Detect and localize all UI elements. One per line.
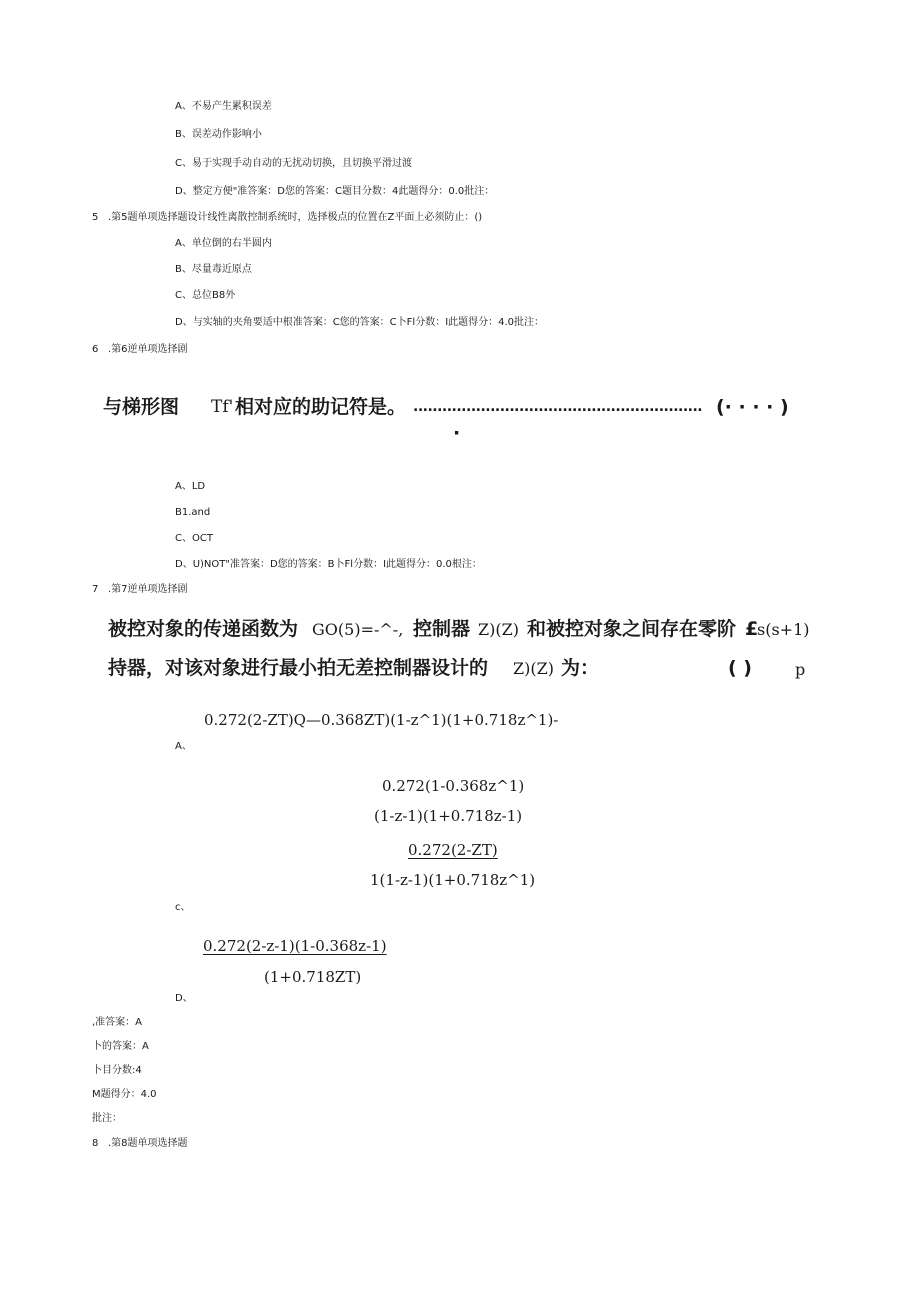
q6-question-paren: (· · · · ) — [716, 396, 789, 418]
q7-option-c-numerator: 0.272(2-ZT) — [408, 841, 498, 859]
q7-remark: 批注： — [92, 1113, 122, 1124]
q7-option-a-expr: 0.272(2-ZT)Q—0.368ZT)(1-z^1)(1+0.718z^1)- — [204, 711, 559, 729]
q7-your-answer: 卜的答案：A — [92, 1041, 149, 1052]
q4-option-a: A、不易产生累积误差 — [175, 101, 272, 112]
q4-option-b: B、误差动作影响小 — [175, 129, 262, 140]
q4-option-c: C、易于实现手动自动的无扰动切换，且切换平滑过渡 — [175, 158, 412, 169]
q7-line1-math2: Z)(Z) — [478, 620, 519, 639]
q7-option-d-denominator: (1+0.718ZT) — [264, 968, 362, 986]
q6-question-part2: 相对应的助记符是。 — [235, 396, 407, 418]
q7-option-a-label: A、 — [175, 741, 192, 752]
q5-stem: .第5题单项选择题设计线性离散控制系统时，选择极点的位置在Z平面上必须防止：() — [108, 212, 483, 223]
q7-option-c-denominator: 1(1-z-1)(1+0.718z^1) — [370, 871, 536, 889]
q5-option-b: B、尽量毒近原点 — [175, 264, 252, 275]
q7-earned-score: M题得分：4.0 — [92, 1089, 157, 1100]
q4-option-d-result: D、整定方便"准答案：D您的答案：C题目分数：4此题得分：0.0批注： — [175, 186, 495, 197]
q6-question-part1: 与梯形图 — [103, 396, 180, 418]
q5-option-c: C、总位B8外 — [175, 290, 236, 301]
q7-number: 7 — [92, 584, 99, 595]
q5-number: 5 — [92, 212, 99, 223]
q7-line1-math3: s(s+1) — [757, 620, 810, 639]
q6-option-b: B1.and — [175, 507, 211, 518]
q7-line2-p: p — [795, 660, 806, 679]
q6-header: .第6逆单项选择剧 — [108, 344, 188, 355]
q7-line1-math1: GO(5)=-^-, — [312, 620, 404, 639]
q6-option-a: A、LD — [175, 481, 206, 492]
q5-option-a: A、单位倒的右半圆内 — [175, 238, 272, 249]
q7-option-d-label: D、 — [175, 993, 193, 1004]
q7-question-score: 卜目分数:4 — [92, 1065, 142, 1076]
q6-option-c: C、OCT — [175, 533, 213, 544]
q7-line1-c: 和被控对象之间存在零阶 — [527, 618, 737, 640]
q5-option-d-result: D、与实轴的夹角要适中根准答案：C您的答案：C卜Fl分数：I此题得分：4.0批注： — [175, 317, 545, 328]
q6-number: 6 — [92, 344, 99, 355]
q7-option-b-numerator: 0.272(1-0.368z^1) — [382, 777, 525, 795]
q7-option-b-denominator: (1-z-1)(1+0.718z-1) — [374, 807, 523, 825]
q7-line1-d: £ — [745, 618, 759, 640]
q7-line1-a: 被控对象的传递函数为 — [108, 618, 299, 640]
q7-standard-answer: ,准答案：A — [92, 1017, 143, 1028]
q8-number: 8 — [92, 1138, 99, 1149]
q7-line2-math: Z)(Z) — [513, 659, 554, 678]
q7-header: .第7逆单项选择剧 — [108, 584, 188, 595]
q7-line2-b: 为： — [561, 657, 600, 679]
q6-question-dot2: · — [453, 422, 461, 444]
q8-header: .第8题单项选择题 — [108, 1138, 188, 1149]
q6-question-symbol: Tf' — [211, 397, 234, 417]
q6-question-dots: ............................................................ — [413, 399, 703, 415]
q7-line2-paren: ( ) — [728, 657, 752, 679]
q7-option-c-label: c、 — [175, 902, 191, 913]
q7-line1-b: 控制器 — [413, 618, 471, 640]
q7-line2-a: 持器，对该对象进行最小拍无差控制器设计的 — [108, 657, 489, 679]
q6-option-d-result: D、U)NOT"准答案：D您的答案：B卜Fl分数：I此题得分：0.0根注： — [175, 559, 482, 570]
q7-option-d-numerator: 0.272(2-z-1)(1-0.368z-1) — [203, 937, 387, 955]
